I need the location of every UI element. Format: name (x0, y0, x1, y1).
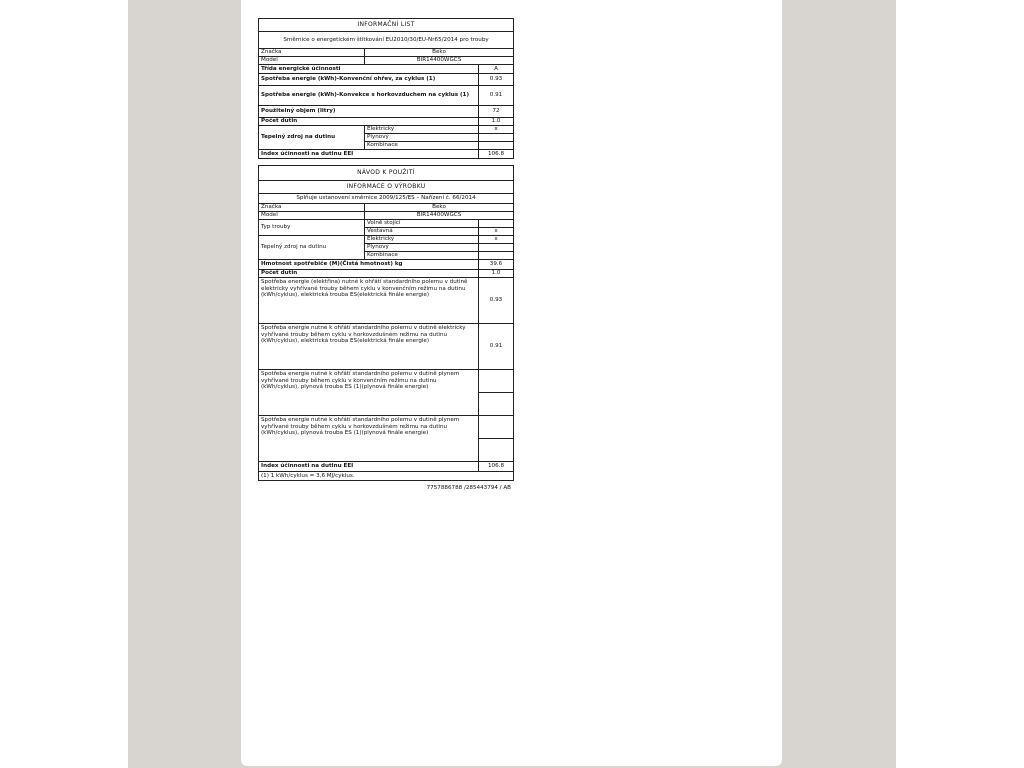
brand-value: Beko (365, 204, 514, 212)
heat-mark (479, 142, 514, 150)
brand-label: Značka (259, 49, 365, 57)
oven-type-label: Typ trouby (259, 220, 365, 236)
weight-label: Hmotnost spotřebiče (M)(Čistá hmotnost) kg (259, 260, 479, 270)
conventional-consumption-label: Spotřeba energie (kWh)-Konvenční ohřev, za cyklus (1) (259, 74, 479, 86)
document-code: 7757886788 /285443794 / AB (426, 485, 511, 491)
brand-label: Značka (259, 204, 365, 212)
heat-mark: x (479, 126, 514, 134)
oven-type-mark (479, 220, 514, 228)
heat-mark (479, 134, 514, 142)
eei-value: 106.8 (479, 150, 514, 159)
heat-mark (479, 252, 514, 260)
gas-fan-consumption-label: Spotřeba energie nutné k ohřátí standardního polemu v dutině plynem vyhřívané trouby během cyklu v horkovzdušném režimu na dutinu (kWh/cyklus), plynová trouba ES (1)(plynová finále energie) (259, 416, 479, 462)
manual-title: NÁVOD K POUŽITÍ (259, 166, 514, 181)
eei-label: Index účinnosti na dutinu EEI (259, 150, 479, 159)
electric-fan-consumption-label: Spotřeba energie nutné k ohřátí standardního polemu v dutině elektricky vyhřívané trouby během cyklu v horkovzdušném režimu na dutinu (kWh/cyklus), elektrická trouba ES(elektrická finále energie) (259, 324, 479, 370)
heat-source-label: Tepelný zdroj na dutinu (259, 236, 365, 260)
electric-fan-consumption-value: 0.91 (479, 324, 514, 370)
energy-class-label: Třída energické účinnosti (259, 65, 479, 74)
heat-option: Kombinace (365, 252, 479, 260)
fan-consumption-label: Spotřeba energie (kWh)-Konvekce s horkovzduchem na cyklus (1) (259, 86, 479, 106)
eei-value: 106.8 (479, 462, 514, 472)
fiche-title: INFORMAČNÍ LIST (259, 19, 514, 32)
eei-label: Index účinnosti na dutinu EEI (259, 462, 479, 472)
brand-value: Beko (365, 49, 514, 57)
right-margin (896, 0, 1024, 768)
left-margin (0, 0, 128, 768)
conventional-consumption-value: 0.93 (479, 74, 514, 86)
oven-type-option: Vestavná (365, 228, 479, 236)
model-value: BIR14400WGCS (365, 57, 514, 65)
weight-value: 39.6 (479, 260, 514, 270)
heat-source-label: Tepelný zdroj na dutinu (259, 126, 365, 150)
energy-class-value: A (479, 65, 514, 74)
heat-option: Elektrický (365, 126, 479, 134)
heat-mark: x (479, 236, 514, 244)
heat-option: Plynový (365, 244, 479, 252)
cavities-value: 1.0 (479, 270, 514, 278)
product-info-title: INFORMACE O VÝROBKU (259, 181, 514, 194)
volume-label: Použitelný objem (litry) (259, 106, 479, 118)
heat-option: Elektrický (365, 236, 479, 244)
gas-conventional-consumption-value (479, 370, 514, 393)
heat-option: Plynový (365, 134, 479, 142)
oven-type-option: Volně stojící (365, 220, 479, 228)
heat-mark (479, 244, 514, 252)
cavities-label: Počet dutin (259, 118, 479, 126)
oven-type-mark: x (479, 228, 514, 236)
cavities-value: 1.0 (479, 118, 514, 126)
electric-conventional-consumption-label: Spotřeba energie (elektřina) nutné k ohřátí standardního polemu v dutině elektricky vyhřívané trouby během cyklu v konvenčním režimu na dutinu (kWh/cyklus), elektrická trouba ES(elektrická finále energie) (259, 278, 479, 324)
footnote: (1) 1 kWh/cyklus = 3,6 MJ/cyklus. (259, 472, 514, 481)
gas-fan-consumption-blank (479, 439, 514, 462)
heat-option: Kombinace (365, 142, 479, 150)
fan-consumption-value: 0.91 (479, 86, 514, 106)
product-information-table (258, 165, 514, 481)
regulation-subtitle: Splňuje ustanovení směrnice 2009/125/ES – Nařízení č. 66/2014 (259, 194, 514, 204)
product-fiche-table (258, 18, 514, 159)
cavities-label: Počet dutin (259, 270, 479, 278)
model-value: BIR14400WGCS (365, 212, 514, 220)
model-label: Model (259, 212, 365, 220)
electric-conventional-consumption-value: 0.93 (479, 278, 514, 324)
fiche-subtitle: Směrnice o energetickém štítkování EU2010/30/EU-Nr65/2014 pro trouby (259, 32, 514, 49)
volume-value: 72 (479, 106, 514, 118)
model-label: Model (259, 57, 365, 65)
gas-conventional-consumption-label: Spotřeba energie nutné k ohřátí standardního polemu v dutině plynem vyhřívané trouby během cyklu v konvenčním režimu na dutinu (kWh/cyklus), plynová trouba ES (1)(plynová finále energie) (259, 370, 479, 416)
gas-fan-consumption-value (479, 416, 514, 439)
gas-conventional-consumption-blank (479, 393, 514, 416)
